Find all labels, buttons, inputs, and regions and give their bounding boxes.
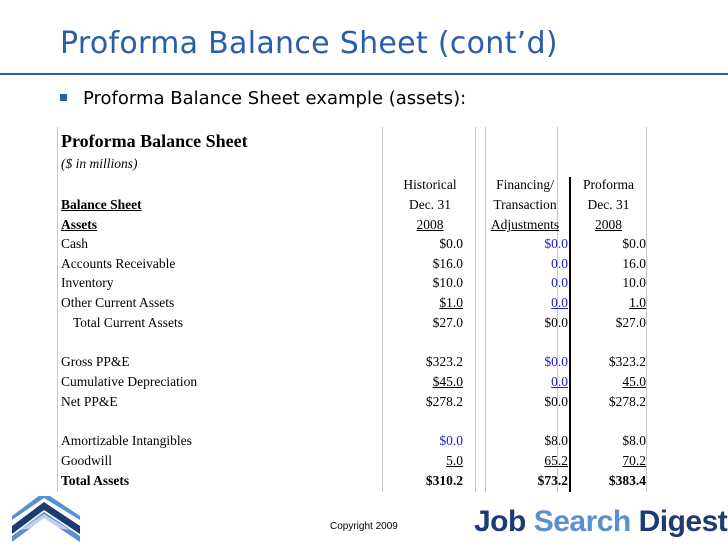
brand-word-1: Job (474, 505, 526, 538)
table-row (57, 273, 647, 293)
proforma-value: $278.2 (608, 394, 646, 409)
historical-value: $278.2 (425, 394, 463, 409)
bullet-square-icon (60, 94, 67, 101)
sheet-subtitle: ($ in millions) (61, 156, 138, 171)
adjustment-value: 0.0 (551, 374, 568, 389)
row-label: Goodwill (61, 453, 113, 468)
proforma-value: 16.0 (622, 256, 646, 271)
brand-word-2: Search (533, 505, 631, 538)
proforma-value: $0.0 (622, 236, 646, 251)
proforma-value: $383.4 (608, 473, 646, 488)
row-label: Amortizable Intangibles (61, 433, 192, 448)
table-row-subtotal (57, 392, 647, 412)
table-row (57, 293, 647, 313)
row-label: Cash (61, 236, 88, 251)
table-row (57, 431, 647, 451)
sheet-title: Proforma Balance Sheet (61, 131, 248, 151)
row-label: Total Current Assets (73, 315, 184, 330)
row-label: Inventory (61, 275, 114, 290)
header-hist-date: Dec. 31 (409, 197, 451, 212)
adjustment-value: $0.0 (544, 236, 568, 251)
historical-value: $323.2 (425, 354, 463, 369)
historical-value: $16.0 (432, 256, 463, 271)
adjustment-value: $0.0 (544, 354, 568, 369)
historical-value: $0.0 (439, 236, 463, 251)
row-label: Net PP&E (61, 394, 118, 409)
balance-sheet-label: Balance Sheet (61, 197, 142, 212)
header-proforma-date: Dec. 31 (587, 197, 630, 212)
adjustment-value: 0.0 (551, 295, 568, 310)
historical-value: $0.0 (439, 433, 463, 448)
proforma-value: $27.0 (615, 315, 646, 330)
bullet-point (60, 88, 466, 109)
proforma-value: 1.0 (629, 295, 646, 310)
historical-value: $45.0 (432, 374, 463, 389)
adjustment-value: $0.0 (544, 315, 568, 330)
slide-title: Proforma Balance Sheet (cont’d) (60, 26, 558, 61)
header-historical: Historical (403, 177, 457, 192)
header-proforma-year: 2008 (595, 217, 622, 232)
table-row-total (57, 471, 647, 491)
header-proforma: Proforma (583, 177, 634, 192)
header-adjustments: Adjustments (490, 217, 560, 232)
historical-value: $1.0 (439, 295, 463, 310)
proforma-value: 70.2 (622, 453, 646, 468)
header-financing: Financing/ (496, 177, 554, 192)
sheet-title-row (57, 127, 647, 153)
sheet-subtitle-row (57, 154, 647, 174)
adjustment-value: $73.2 (537, 473, 568, 488)
header-row-2 (57, 195, 647, 215)
historical-value: $10.0 (432, 275, 463, 290)
assets-label: Assets (61, 217, 97, 232)
adjustment-value: $0.0 (544, 394, 568, 409)
adjustment-value: $8.0 (544, 433, 568, 448)
layered-chevron-logo-icon (6, 496, 88, 546)
header-row-3 (57, 215, 647, 235)
table-row (57, 234, 647, 254)
historical-value: $310.2 (425, 473, 463, 488)
table-row (57, 372, 647, 392)
row-label: Accounts Receivable (61, 256, 176, 271)
copyright-text: Copyright 2009 (330, 521, 398, 532)
row-label: Gross PP&E (61, 354, 130, 369)
header-transaction: Transaction (493, 197, 557, 212)
brand-logo-text (474, 505, 727, 539)
historical-value: 5.0 (446, 453, 463, 468)
row-label: Other Current Assets (61, 295, 175, 310)
brand-word-3: Digest (638, 505, 728, 538)
table-row-subtotal (57, 313, 647, 333)
adjustment-value: 65.2 (544, 453, 568, 468)
header-hist-year: 2008 (416, 217, 444, 232)
header-row-1 (57, 175, 647, 195)
table-row (57, 254, 647, 274)
proforma-value: 10.0 (622, 275, 646, 290)
table-row (57, 451, 647, 471)
historical-value: $27.0 (432, 315, 463, 330)
balance-sheet-table (57, 127, 647, 492)
title-divider (0, 73, 728, 75)
row-label: Total Assets (61, 473, 130, 488)
table-row (57, 352, 647, 372)
proforma-value: $323.2 (608, 354, 646, 369)
proforma-value: 45.0 (622, 374, 646, 389)
bullet-text: Proforma Balance Sheet example (assets): (83, 88, 467, 109)
proforma-value: $8.0 (622, 433, 646, 448)
row-label: Cumulative Depreciation (61, 374, 198, 389)
adjustment-value: 0.0 (551, 256, 568, 271)
adjustment-value: 0.0 (551, 275, 568, 290)
